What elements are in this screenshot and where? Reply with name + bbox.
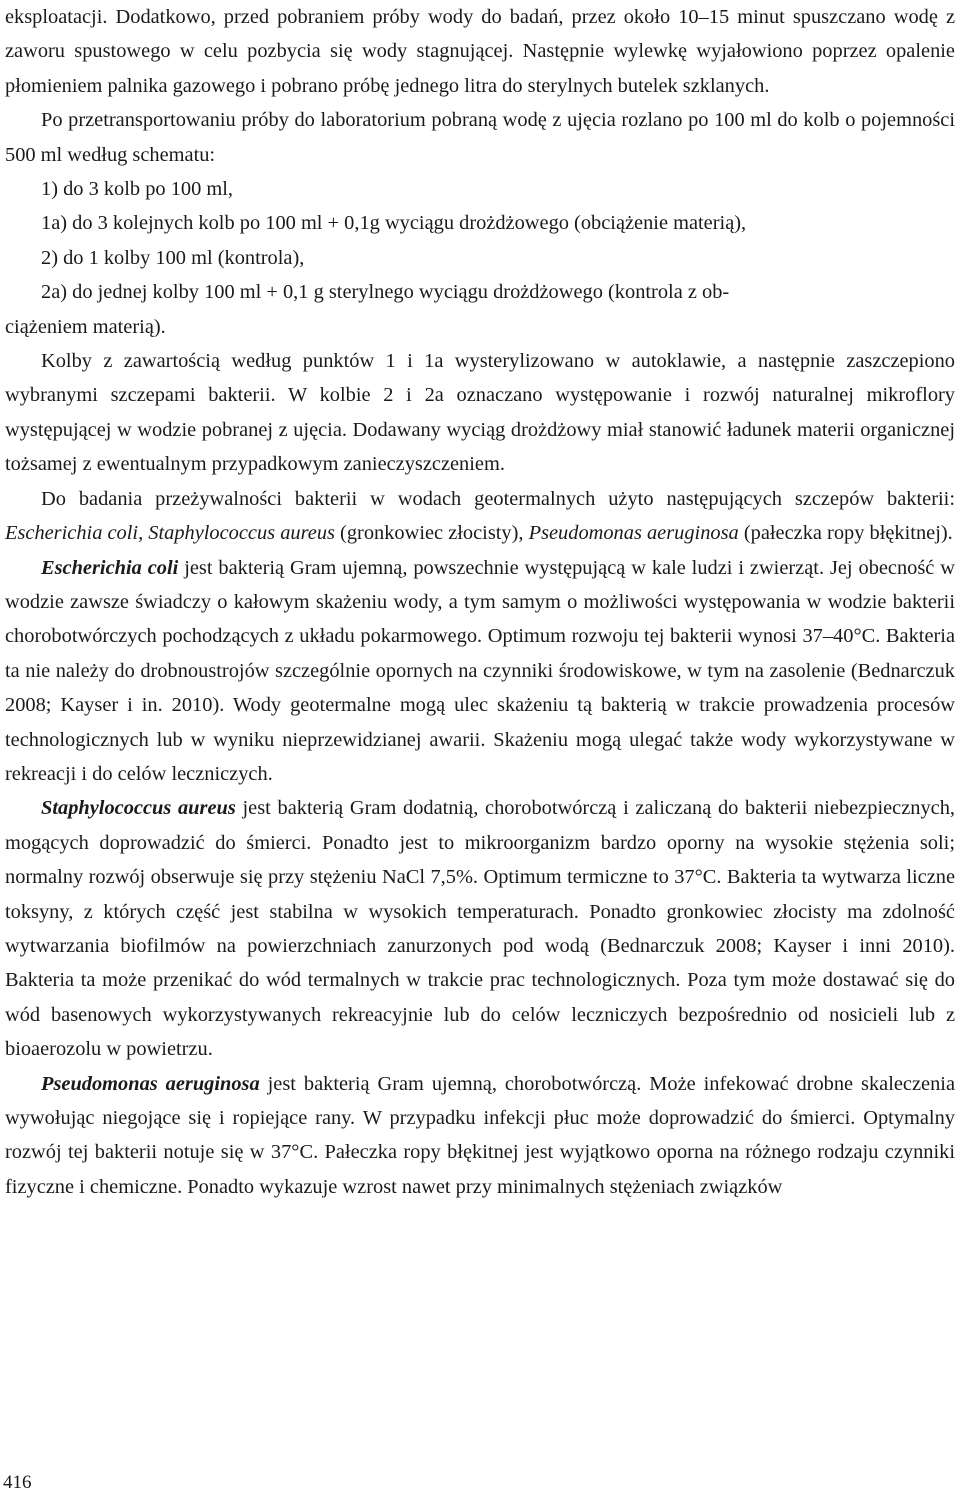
page-number: 416 [3, 1472, 32, 1493]
list-item: 2) do 1 kolby 100 ml (kontrola), [41, 246, 305, 269]
list-item: 1) do 3 kolb po 100 ml, [41, 178, 234, 201]
text-run: (gronkowiec złocisty), [334, 522, 529, 545]
species-names: Escherichia coli, Staphylococcus aureus [5, 522, 335, 545]
text-run: Do badania przeżywalności bakterii w wodach geotermalnych użyto następujących szczepów bakterii: [41, 487, 955, 510]
list-item-continuation: ciążeniem materią). [5, 315, 166, 338]
list-item: 2a) do jednej kolby 100 ml + 0,1 g sterylnego wyciągu drożdżowego (kontrola z ob- [41, 281, 730, 304]
document-page [5, 0, 955, 1204]
text-run: jest bakterią Gram dodatnią, chorobotwórczą i zaliczaną do bakterii niebezpiecznych, mogących doprowadzić do śmierci. Ponadto jest to mikroorganizm bardzo oporny na wysokie stężenia soli; normalny rozwój obserwuje się przy stężeniu NaCl 7,5%. Optimum termiczne to 37°C. Bakteria ta wytwarza liczne toksyny, z których część jest stabilna w wysokich temperaturach. Ponadto gronkowiec złocisty ma zdolność wytwarzania biofilmów na powierzchniach zanurzonych pod wodą (Bednarczuk 2008; Kayser i inni 2010). Bakteria ta może przenikać do wód termalnych w trakcie prac technologicznych. Poza tym może dostawać się do wód basenowych wykorzystywanych rekreacyjnie lub do celów leczniczych bezpośrednio od nosicieli lub z bioaerozolu w powietrzu. [5, 797, 955, 1061]
text-run: jest bakterią Gram ujemną, chorobotwórczą. Może infekować drobne skaleczenia wywołując niegojące się i ropiejące rany. W przypadku infekcji płuc może doprowadzić do śmierci. Optymalny rozwój tej bakterii notuje się w 37°C. Pałeczka ropy błękitnej jest wyjątkowo oporna na różnego rodzaju czynniki fizyczne i chemiczne. Ponadto wykazuje wzrost nawet przy minimalnych stężeniach związków [5, 1072, 955, 1198]
species-name: Pseudomonas aeruginosa [528, 522, 739, 545]
list-item: 1a) do 3 kolejnych kolb po 100 ml + 0,1g wyciągu drożdżowego (obciążenie materią), [41, 212, 747, 235]
paragraph-escherichia-coli [5, 551, 955, 792]
text-run: (pałeczka ropy błękitnej). [738, 522, 953, 545]
term-heading: Pseudomonas aeruginosa [41, 1072, 260, 1095]
flask-scheme-list [5, 172, 955, 344]
paragraph-lab-transport: Po przetransportowaniu próby do laboratorium pobraną wodę z ujęcia rozlano po 100 ml do kolb o pojemności 500 ml według schematu: [5, 109, 955, 166]
term-heading: Escherichia coli [41, 556, 179, 579]
term-heading: Staphylococcus aureus [41, 797, 236, 820]
paragraph-pseudomonas-aeruginosa [5, 1067, 955, 1205]
paragraph-staphylococcus-aureus [5, 791, 955, 1066]
text-run: jest bakterią Gram ujemną, powszechnie występującą w kale ludzi i zwierząt. Jej obecność w wodzie zawsze świadczy o kałowym skażeniu wody, a tym samym o możliwości występowania w wodzie bakterii chorobotwórczych pochodzących z układu pokarmowego. Optimum rozwoju tej bakterii wynosi 37–40°C. Bakteria ta nie należy do drobnoustrojów szczególnie opornych na czynniki środowiskowe, w tym na zasolenie (Bednarczuk 2008; Kayser i in. 2010). Wody geotermalne mogą ulec skażeniu tą bakterią w trakcie prowadzenia procesów technologicznych lub w wyniku nieprzewidzianej awarii. Skażeniu mogą ulegać także wody wykorzystywane w rekreacji i do celów leczniczych. [5, 556, 955, 785]
paragraph-bacteria-strains [5, 482, 955, 551]
paragraph-sampling-procedure: eksploatacji. Dodatkowo, przed pobraniem próby wody do badań, przez około 10–15 minut spuszczano wodę z zaworu spustowego w celu pozbycia się wody stagnującej. Następnie wylewkę wyjałowiono poprzez opalenie płomieniem palnika gazowego i pobrano próbę jednego litra do sterylnych butelek szklanych. [5, 6, 955, 97]
paragraph-sterilization: Kolby z zawartością według punktów 1 i 1a wysterylizowano w autoklawie, a następnie zaszczepiono wybranymi szczepami bakterii. W kolbie 2 i 2a oznaczano występowanie i rozwój naturalnej mikroflory występującej w wodzie pobranej z ujęcia. Dodawany wyciąg drożdżowy miał stanowić ładunek materii organicznej tożsamej z ewentualnym przypadkowym zanieczyszczeniem. [5, 350, 955, 476]
